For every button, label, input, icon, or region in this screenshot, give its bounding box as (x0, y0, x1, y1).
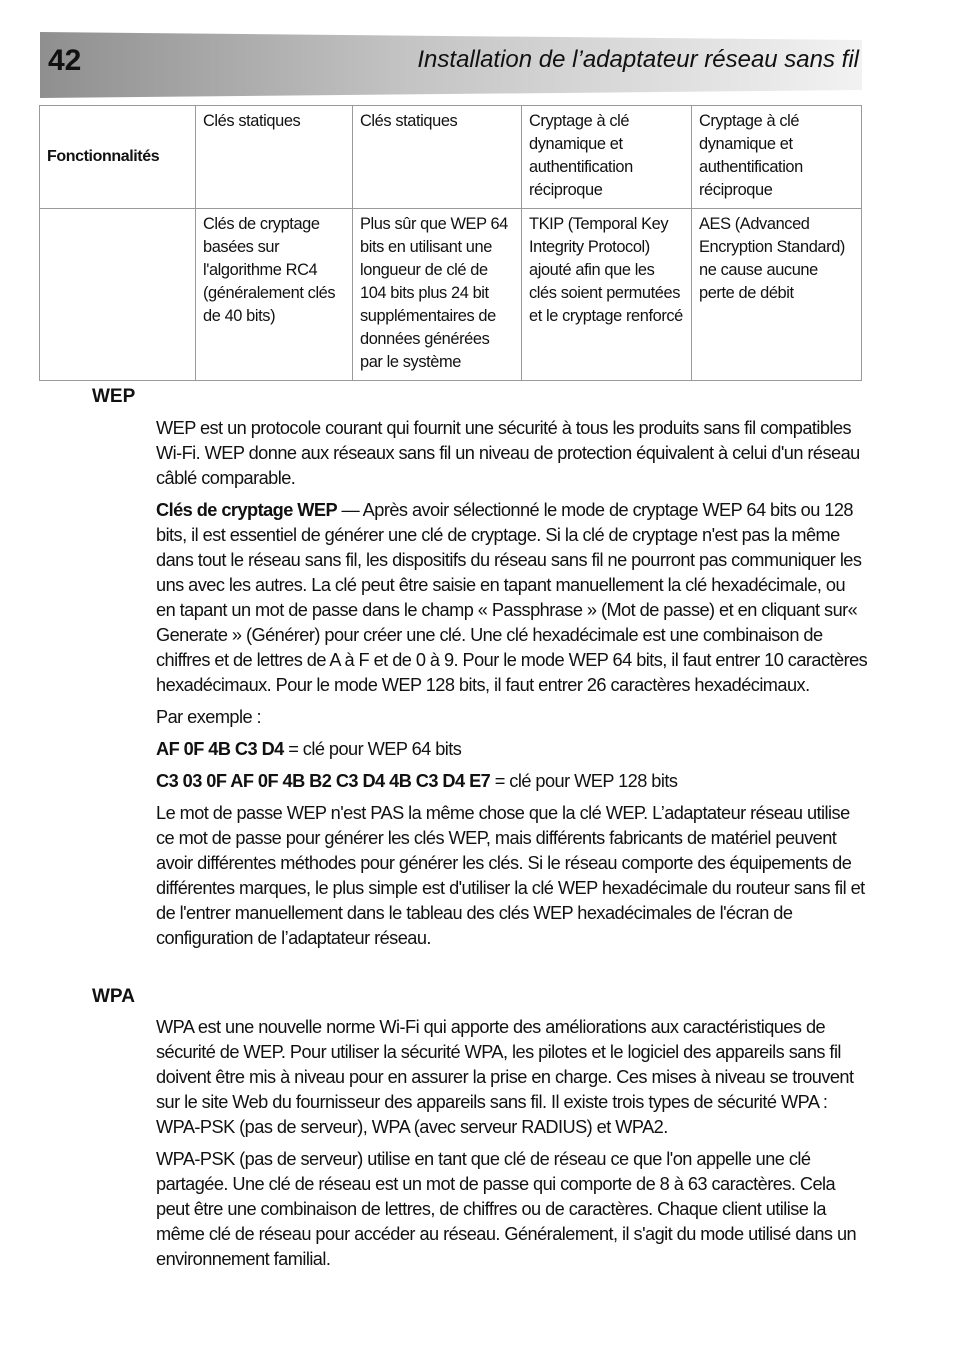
wep-section-body (156, 416, 868, 958)
section-heading-wep: WEP (92, 386, 136, 407)
example-text: = clé pour WEP 64 bits (283, 739, 462, 759)
table-cell: Cryptage à clé dynamique et authentification réciproque (692, 106, 862, 209)
paragraph: WPA est une nouvelle norme Wi-Fi qui apporte des améliorations aux caractéristiques de sécurité de WEP. Pour utiliser la sécurité WPA, les pilotes et le logiciel des appareils sans fil doivent être mis à niveau pour en assurer la prise en charge. Ces mises à niveau se trouvent sur le site Web du fournisseur des appareils sans fil. Il existe trois types de sécurité WPA : WPA-PSK (pas de serveur), WPA (avec serveur RADIUS) et WPA2. (156, 1017, 854, 1137)
table-cell: Clés de cryptage basées sur l'algorithme RC4 (généralement clés de 40 bits) (196, 209, 353, 381)
example-line (156, 737, 868, 762)
example-key: C3 03 0F AF 0F 4B B2 C3 D4 4B C3 D4 E7 (156, 771, 491, 791)
page-number: 42 (48, 44, 82, 77)
features-table (39, 105, 862, 381)
paragraph: Le mot de passe WEP n'est PAS la même chose que la clé WEP. L’adaptateur réseau utilise ce mot de passe pour générer les clés WEP, mais différents fabricants de matériel peuvent avoir différentes méthodes pour générer les clés. Si le réseau comporte des équipements de différentes marques, le plus simple est d'utiliser la clé WEP hexadécimale du routeur sans fil et de l'entrer manuellement dans le tableau des clés WEP hexadécimales de l'écran de configuration de l’adaptateur réseau. (156, 803, 865, 948)
table-cell: AES (Advanced Encryption Standard) ne cause aucune perte de débit (692, 209, 862, 381)
empty-label-cell (40, 209, 196, 381)
table-cell: Plus sûr que WEP 64 bits en utilisant une longueur de clé de 104 bits plus 24 bit supplémentaires de données générées par le système (353, 209, 522, 381)
example-line (156, 769, 868, 794)
table-cell: Clés statiques (196, 106, 353, 209)
example-key: AF 0F 4B C3 D4 (156, 739, 284, 759)
paragraph: WEP est un protocole courant qui fournit une sécurité à tous les produits sans fil compatibles Wi-Fi. WEP donne aux réseaux sans fil un niveau de protection équivalent à celui d'un réseau câblé comparable. (156, 418, 860, 488)
wpa-section-body (156, 1015, 868, 1279)
paragraph: Par exemple : (156, 707, 262, 727)
section-heading-wpa: WPA (92, 986, 135, 1007)
table-cell: Clés statiques (353, 106, 522, 209)
table-cell: TKIP (Temporal Key Integrity Protocol) ajouté afin que les clés soient permutées et le cryptage renforcé (522, 209, 692, 381)
table-row (40, 209, 862, 381)
paragraph: WPA-PSK (pas de serveur) utilise en tant que clé de réseau ce que l'on appelle une clé partagée. Une clé de réseau est un mot de passe qui comporte de 8 à 63 caractères. Cela peut être une combinaison de lettres, de chiffres ou de caractères. Chaque client utilise la même clé de réseau pour accéder au réseau. Généralement, il s'agit du mode utilisé dans un environnement familial. (156, 1149, 857, 1269)
row-label-cell: Fonctionnalités (40, 106, 196, 209)
paragraph-lead: Clés de cryptage WEP (156, 500, 338, 520)
table-cell: Cryptage à clé dynamique et authentification réciproque (522, 106, 692, 209)
paragraph-text: — Après avoir sélectionné le mode de cryptage WEP 64 bits ou 128 bits, il est essentiel de générer une clé de cryptage. Si la clé de cryptage n'est pas la même dans tout le réseau sans fil, les dispositifs du réseau sans fil ne pourront pas communiquer les uns avec les autres. La clé peut être saisie en tapant manuellement la clé hexadécimale, ou en tapant un mot de passe dans le champ « Passphrase » (Mot de passe) et en cliquant sur« Generate » (Générer) pour créer une clé. Une clé hexadécimale est une combinaison de chiffres et de lettres de A à F et de 0 à 9. Pour le mode WEP 64 bits, il faut entrer 10 caractères hexadécimaux. Pour le mode WEP 128 bits, il faut entrer 26 caractères hexadécimaux. (156, 500, 868, 695)
paragraph (156, 498, 868, 698)
example-text: = clé pour WEP 128 bits (490, 771, 678, 791)
table-row (40, 106, 862, 209)
running-title: Installation de l’adaptateur réseau sans fil (417, 46, 859, 73)
